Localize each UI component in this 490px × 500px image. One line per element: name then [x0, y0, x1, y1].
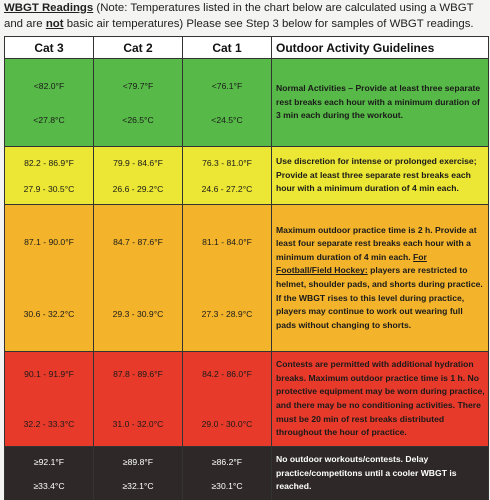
- temp-c: 24.6 - 27.2°C: [201, 183, 253, 194]
- cat1-cell: [183, 352, 272, 447]
- guideline-cell: Normal Activities – Provide at least three separate rest breaks each hour with a minimum duration of 3 min each during the workout.: [272, 59, 489, 147]
- intro-not: not: [45, 17, 64, 30]
- temp-f: ≥89.8°F: [122, 456, 154, 467]
- temp-c: 26.6 - 29.2°C: [112, 183, 164, 194]
- cat3-cell: [5, 447, 94, 500]
- temp-f: 90.1 - 91.9°F: [24, 369, 74, 379]
- cat1-cell: [183, 205, 272, 352]
- header-cat3: Cat 3: [5, 37, 94, 59]
- temp-f: 87.8 - 89.6°F: [113, 369, 163, 379]
- guideline-text-a: Maximum outdoor practice time is 2 h. Provide at least four separate rest breaks each hour with a minimum duration of 4 min each.: [276, 224, 477, 262]
- cat2-cell: [94, 205, 183, 352]
- cat3-cell: [5, 352, 94, 447]
- football-field-hockey-label: For Football/Field Hockey:: [276, 251, 427, 276]
- temp-f: <76.1°F: [211, 80, 243, 91]
- header-cat2: Cat 2: [94, 37, 183, 59]
- temp-f: 79.9 - 84.6°F: [113, 157, 163, 168]
- temp-c: <26.5°C: [122, 114, 154, 125]
- intro-part2: basic air temperatures) Please see Step 3 below for samples of WBGT readings.: [63, 17, 474, 30]
- temp-c: 31.0 - 32.0°C: [112, 419, 164, 429]
- temp-f: 82.2 - 86.9°F: [24, 157, 74, 168]
- intro-lead: WBGT Readings: [4, 2, 94, 14]
- cat3-cell: [5, 147, 94, 205]
- cat1-cell: [183, 447, 272, 500]
- temp-f: 84.2 - 86.0°F: [202, 369, 252, 379]
- temp-f: 81.1 - 84.0°F: [202, 237, 252, 247]
- temp-f: 87.1 - 90.0°F: [24, 237, 74, 247]
- temp-c: 27.3 - 28.9°C: [201, 309, 253, 319]
- cat3-cell: [5, 59, 94, 147]
- temp-c: ≥33.4°C: [33, 480, 65, 491]
- temp-f: ≥92.1°F: [33, 456, 65, 467]
- cat1-cell: [183, 147, 272, 205]
- temp-f: <82.0°F: [33, 80, 65, 91]
- guideline-cell: No outdoor workouts/contests. Delay practice/competitons until a cooler WBGT is reached.: [272, 447, 489, 500]
- cat2-cell: [94, 59, 183, 147]
- temp-f: 84.7 - 87.6°F: [113, 237, 163, 247]
- temp-c: 27.9 - 30.5°C: [23, 183, 75, 194]
- guideline-text-b: players are restricted to helmet, shoulder pads, and shorts during practice. If the WBGT rises to this level during practice, players may continue to work out wearing full pads without changing to shorts.: [276, 265, 483, 330]
- wbgt-table: [4, 36, 489, 500]
- header-guidelines: Outdoor Activity Guidelines: [272, 37, 489, 59]
- guideline-cell: Use discretion for intense or prolonged exercise; Provide at least three separate rest breaks each hour with a minimum duration of 4 min each.: [272, 147, 489, 205]
- table-row: [5, 59, 489, 147]
- table-row: [5, 352, 489, 447]
- table-row: [5, 147, 489, 205]
- temp-f: <79.7°F: [122, 80, 154, 91]
- table-row: [5, 205, 489, 352]
- temp-c: <27.8°C: [33, 114, 65, 125]
- cat3-cell: [5, 205, 94, 352]
- temp-c: 30.6 - 32.2°C: [23, 309, 75, 319]
- header-cat1: Cat 1: [183, 37, 272, 59]
- temp-c: <24.5°C: [211, 114, 243, 125]
- cat2-cell: [94, 147, 183, 205]
- intro-note: [4, 1, 488, 32]
- temp-f: 76.3 - 81.0°F: [202, 157, 252, 168]
- temp-c: ≥30.1°C: [211, 480, 243, 491]
- guideline-cell: Contests are permitted with additional hydration breaks. Maximum outdoor practice time is 1 h. No protective equipment may be worn during practice, and there may be no conditioning activities. There must be 20 min of rest breaks distributed throughout the hour of practice.: [272, 352, 489, 447]
- temp-c: 32.2 - 33.3°C: [23, 419, 75, 429]
- cat2-cell: [94, 447, 183, 500]
- temp-f: ≥86.2°F: [211, 456, 243, 467]
- temp-c: 29.3 - 30.9°C: [112, 309, 164, 319]
- temp-c: ≥32.1°C: [122, 480, 154, 491]
- cat2-cell: [94, 352, 183, 447]
- table-row: [5, 447, 489, 500]
- cat1-cell: [183, 59, 272, 147]
- header-row: [5, 37, 489, 59]
- temp-c: 29.0 - 30.0°C: [201, 419, 253, 429]
- intro-part1: (Note: Temperatures listed in the chart below are calculated using a WBGT and are: [4, 2, 474, 30]
- guideline-cell: [272, 205, 489, 352]
